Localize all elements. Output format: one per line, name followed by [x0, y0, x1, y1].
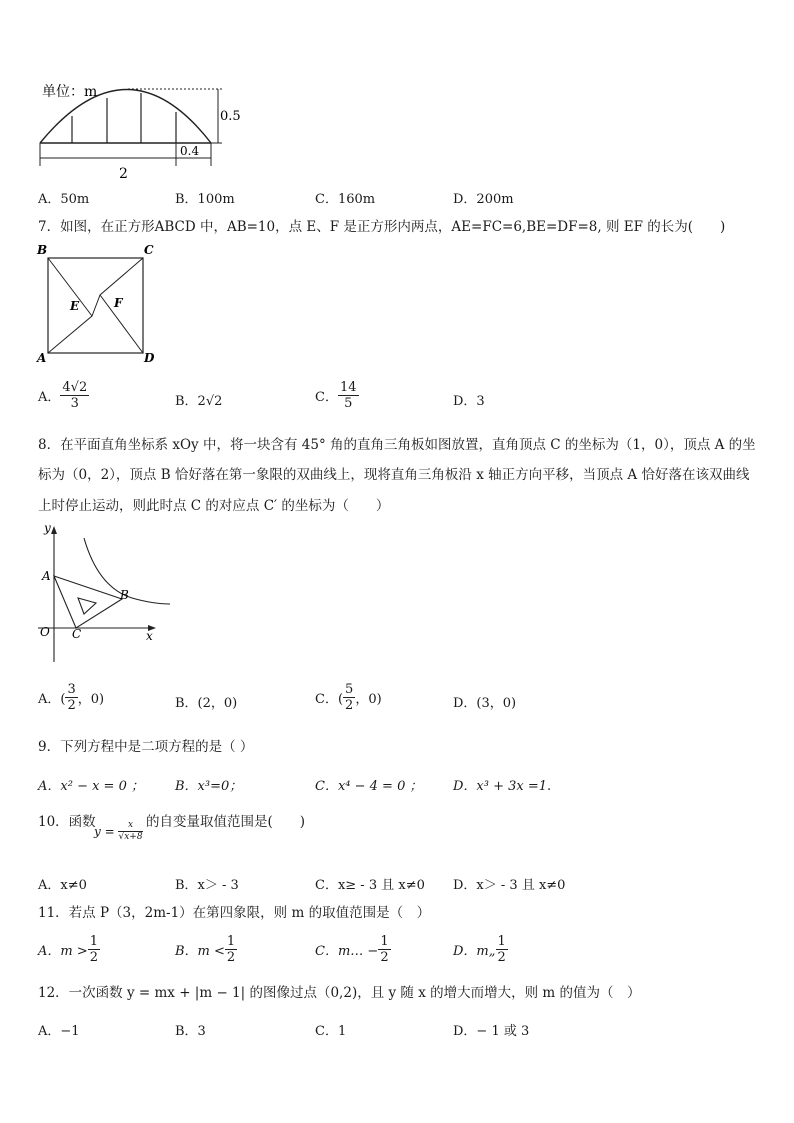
q11-d-prefix: D．m„ — [453, 944, 496, 959]
height-dim-label: 0.5 — [220, 109, 241, 124]
q7-c-den: 5 — [344, 396, 353, 411]
q8-c-suffix: ，0) — [355, 692, 382, 707]
label-f: F — [114, 296, 123, 310]
q10-option-b[interactable]: B．x＞ - 3 — [175, 878, 239, 893]
q11-a-fraction — [88, 934, 100, 965]
q11-b-num: 1 — [226, 934, 236, 949]
q11-c-fraction — [378, 934, 390, 965]
q11-option-d[interactable] — [453, 934, 508, 965]
q8-a-den: 2 — [67, 698, 76, 713]
q9-option-d[interactable]: D．x³ + 3x =1. — [453, 779, 552, 794]
q7-a-fraction — [60, 380, 89, 411]
q12-option-b[interactable]: B．3 — [175, 1024, 206, 1039]
triangle-abc — [54, 576, 122, 628]
q11-a-num: 1 — [89, 934, 99, 949]
q7-option-c[interactable] — [315, 380, 359, 411]
q9-option-c[interactable]: C．x⁴ − 4 = 0 ； — [315, 779, 423, 794]
q11-b-fraction — [225, 934, 237, 965]
label-c: C — [72, 627, 82, 641]
q8-a-prefix: A．( — [38, 692, 66, 707]
square-figure — [34, 240, 164, 366]
q7-question: 7．如图，在正方形ABCD 中，AB=10，点 E、F 是正方形内两点，AE=FC=6,BE=DF=8, 则 EF 的长为( ) — [38, 219, 726, 235]
q8-question-line1: 8．在平面直角坐标系 xOy 中，将一块含有 45° 角的直角三角板如图放置，直角顶点 C 的坐标为（1，0），顶点 A 的坐 — [38, 437, 756, 453]
q9-option-a[interactable]: A．x² − x = 0 ； — [38, 779, 144, 794]
label-a: A — [42, 569, 51, 583]
q12-option-c[interactable]: C．1 — [315, 1024, 347, 1039]
q7-a-num: 4√2 — [62, 380, 88, 395]
q12-option-d[interactable]: D．− 1 或 3 — [453, 1024, 530, 1039]
q10-question-prefix: 10．函数 — [38, 814, 96, 830]
q7-option-a[interactable] — [38, 380, 89, 411]
q11-b-prefix: B．m < — [175, 944, 225, 959]
q8-question-line3: 上时停止运动，则此时点 C 的对应点 C′ 的坐标为（ ） — [38, 498, 390, 514]
q7-c-prefix: C． — [315, 390, 338, 405]
q11-a-den: 2 — [89, 950, 99, 965]
label-a: A — [37, 351, 47, 365]
q10-option-a[interactable]: A．x≠0 — [38, 878, 87, 893]
q11-c-prefix: C．m… − — [315, 944, 379, 959]
y-axis-arrow — [51, 526, 57, 534]
q8-question-line2: 标为（0，2），顶点 B 恰好落在第一象限的双曲线上，现将直角三角板沿 x 轴正方向平移，当顶点 A 恰好落在该双曲线 — [38, 467, 750, 483]
q6-option-b[interactable]: B．100m — [175, 192, 235, 207]
label-x: x — [146, 629, 153, 643]
q11-option-c[interactable] — [315, 934, 391, 965]
q7-c-num: 14 — [339, 380, 357, 395]
q12-option-a[interactable]: A．−1 — [38, 1024, 80, 1039]
q8-option-d[interactable]: D．(3，0) — [453, 696, 517, 711]
q11-d-den: 2 — [497, 950, 506, 965]
q6-option-d[interactable]: D．200m — [453, 192, 514, 207]
label-c: C — [144, 243, 154, 257]
q12-question: 12．一次函数 y = mx + |m − 1| 的图像过点（0,2)，且 y 随 x 的增大而增大，则 m 的值为（ ） — [38, 985, 641, 1001]
small-dim-label: 0.4 — [180, 144, 200, 158]
q8-option-b[interactable]: B．(2，0) — [175, 696, 238, 711]
label-b: B — [37, 243, 48, 257]
label-y: y — [44, 521, 51, 535]
q7-a-den: 3 — [70, 396, 79, 411]
q8-c-prefix: C．( — [315, 692, 344, 707]
q10-formula-num: x — [118, 820, 142, 832]
q9-option-b[interactable]: B．x³=0； — [175, 779, 243, 794]
q8-c-num: 5 — [345, 682, 354, 697]
q11-question: 11．若点 P（3，2m-1）在第四象限，则 m 的取值范围是（ ） — [38, 905, 431, 921]
q11-a-prefix: A．m > — [38, 944, 88, 959]
q11-c-num: 1 — [380, 934, 389, 949]
arch-figure — [36, 76, 246, 184]
q6-option-c[interactable]: C．160m — [315, 192, 376, 207]
q11-d-num: 1 — [497, 934, 506, 949]
label-o: O — [40, 625, 50, 639]
q10-question-suffix: 的自变量取值范围是( ) — [146, 814, 306, 830]
q10-option-c[interactable]: C．x≥ - 3 且 x≠0 — [315, 878, 425, 893]
q7-a-prefix: A． — [38, 390, 61, 405]
q8-a-fraction — [65, 682, 77, 713]
triangle-inner-hole — [78, 598, 96, 614]
label-d: D — [144, 351, 155, 365]
label-b: B — [120, 588, 129, 602]
q8-option-a[interactable] — [38, 682, 104, 713]
q11-d-fraction — [496, 934, 508, 965]
q6-option-a[interactable]: A．50m — [38, 192, 90, 207]
q8-option-c[interactable] — [315, 682, 382, 713]
q10-formula-fraction — [118, 820, 142, 843]
q11-option-b[interactable] — [175, 934, 237, 965]
q11-b-den: 2 — [226, 950, 236, 965]
q11-option-a[interactable] — [38, 934, 100, 965]
segment-ef — [92, 295, 100, 316]
q7-option-d[interactable]: D．3 — [453, 394, 485, 409]
q7-c-fraction — [338, 380, 359, 411]
unit-label: 单位：m — [42, 84, 98, 100]
q10-formula — [94, 820, 143, 843]
label-e: E — [70, 299, 80, 313]
width-dim-label: 2 — [119, 166, 128, 182]
q10-option-d[interactable]: D．x＞ - 3 且 x≠0 — [453, 878, 566, 893]
q10-formula-lhs: y = — [94, 824, 115, 839]
q8-a-suffix: ，0) — [77, 692, 105, 707]
q7-option-b[interactable]: B．2√2 — [175, 394, 223, 409]
q8-c-den: 2 — [345, 698, 354, 713]
q10-formula-den: √x+8 — [118, 832, 143, 842]
q8-a-num: 3 — [67, 682, 76, 697]
q11-c-den: 2 — [380, 950, 389, 965]
q9-question: 9．下列方程中是二项方程的是（ ） — [38, 739, 254, 755]
q8-c-fraction — [343, 682, 355, 713]
coordinate-figure — [34, 518, 174, 666]
